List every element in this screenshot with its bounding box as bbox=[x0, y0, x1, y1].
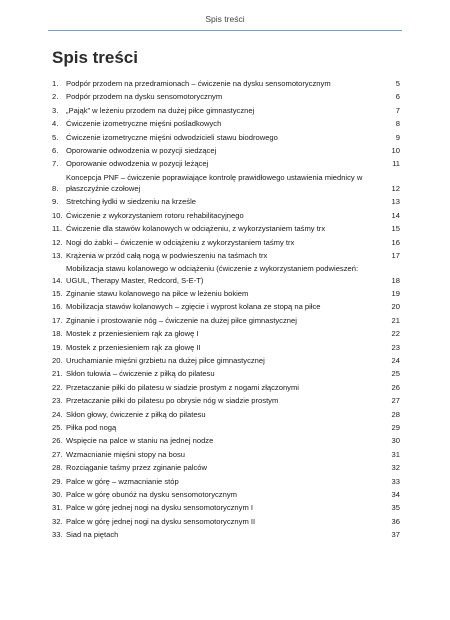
toc-entry-page-number: 21 bbox=[391, 315, 400, 325]
toc-entry-page-number: 16 bbox=[391, 237, 400, 247]
toc-entry-title: Wzmacnianie mięśni stopy na bosu bbox=[66, 449, 186, 459]
toc-entry-number: 22. bbox=[52, 382, 63, 392]
toc-entry[interactable] bbox=[52, 382, 400, 393]
toc-entry-page-number: 23 bbox=[391, 342, 400, 352]
toc-entry-title: Siad na piętach bbox=[66, 530, 119, 540]
toc-entry-title: Wspięcie na palce w staniu na jednej nodze bbox=[66, 436, 214, 446]
toc-entry-number: 21. bbox=[52, 369, 63, 379]
toc-entry-page-number: 17 bbox=[391, 250, 400, 260]
toc-entry-number: 23. bbox=[52, 396, 63, 406]
page-title: Spis treści bbox=[52, 48, 138, 67]
toc-entry[interactable] bbox=[52, 263, 400, 286]
toc-entry-title: Ćwiczenie z wykorzystaniem rotoru rehabilitacyjnego bbox=[66, 210, 244, 220]
toc-entry-number: 12. bbox=[52, 237, 63, 247]
toc-entry-number: 16. bbox=[52, 302, 63, 312]
toc-entry-title: Krążenia w przód całą nogą w podwieszeniu na taśmach trx bbox=[66, 250, 268, 260]
toc-entry-page-number: 28 bbox=[391, 409, 400, 419]
toc-entry-page-number: 22 bbox=[391, 329, 400, 339]
toc-entry-title: Przetaczanie piłki do pilatesu po obrysie nóg w siadzie prostym bbox=[66, 396, 279, 406]
toc-entry-number: 27. bbox=[52, 449, 63, 459]
toc-entry-page-number: 5 bbox=[395, 79, 400, 88]
toc-entry-number: 18. bbox=[52, 329, 63, 339]
running-header: Spis treści bbox=[205, 14, 245, 24]
toc-entry-title: Oporowanie odwodzenia w pozycji leżącej bbox=[66, 159, 209, 169]
toc-entry[interactable] bbox=[52, 288, 400, 299]
toc-entry-page-number: 20 bbox=[391, 302, 400, 312]
toc-entry-number: 2. bbox=[52, 92, 59, 102]
toc-entry[interactable] bbox=[52, 355, 400, 366]
toc-entry-page-number: 13 bbox=[391, 197, 400, 207]
toc-entry-number: 26. bbox=[52, 436, 63, 446]
toc-entry-page-number: 15 bbox=[391, 224, 400, 234]
toc-entry[interactable] bbox=[52, 489, 400, 500]
toc-entry-number: 15. bbox=[52, 289, 63, 299]
toc-entry-title: Mostek z przeniesieniem rąk za głowę II bbox=[66, 342, 201, 352]
toc-entry[interactable] bbox=[52, 449, 400, 460]
toc-entry[interactable] bbox=[52, 237, 400, 248]
toc-entry[interactable] bbox=[52, 158, 400, 169]
toc-entry-number: 19. bbox=[52, 342, 63, 352]
toc-entry-title: Nogi do żabki – ćwiczenie w odciążeniu z wykorzystaniem taśmy trx bbox=[66, 237, 295, 247]
toc-entry-title: Piłka pod nogą bbox=[66, 422, 117, 432]
header-rule bbox=[48, 30, 402, 31]
toc-entry[interactable] bbox=[52, 223, 400, 234]
toc-entry-title: Zginanie stawu kolanowego na piłce w leżeniu bokiem bbox=[66, 289, 249, 299]
toc-entry-page-number: 7 bbox=[395, 105, 400, 115]
toc-entry-page-number: 36 bbox=[391, 516, 400, 526]
toc-entry[interactable] bbox=[52, 91, 400, 102]
toc-entry[interactable] bbox=[52, 409, 400, 420]
toc-entry-page-number: 29 bbox=[391, 422, 400, 432]
toc-entry-title: Oporowanie odwodzenia w pozycji siedzącej bbox=[66, 145, 217, 155]
toc-entry-number: 7. bbox=[52, 159, 59, 169]
toc-entry-title: Skłon głowy, ćwiczenie z piłką do pilatesu bbox=[66, 409, 206, 419]
toc-entry-page-number: 10 bbox=[391, 145, 400, 155]
toc-entry-number: 30. bbox=[52, 489, 63, 499]
toc-entry-title: Mobilizacja stawów kolanowych – zgięcie i wyprost kolana ze stopą na piłce bbox=[66, 302, 321, 312]
toc-entry-page-number: 30 bbox=[391, 436, 400, 446]
toc-entry[interactable] bbox=[52, 145, 400, 156]
toc-entry-page-number: 11 bbox=[392, 159, 400, 169]
toc-entry[interactable] bbox=[52, 422, 400, 433]
toc-entry-number: 14. bbox=[52, 275, 63, 285]
toc-entry-number: 17. bbox=[52, 315, 63, 325]
toc-entry[interactable] bbox=[52, 476, 400, 487]
toc-entry-page-number: 26 bbox=[391, 382, 400, 392]
toc-entry[interactable] bbox=[52, 118, 400, 129]
toc-entry-title: Palce w górę jednej nogi na dysku sensomotorycznym II bbox=[66, 516, 256, 526]
toc-entry-number: 33. bbox=[52, 530, 63, 540]
toc-entry[interactable] bbox=[52, 315, 400, 326]
toc-entry-title: Uruchamianie mięśni grzbietu na dużej piłce gimnastycznej bbox=[66, 356, 265, 366]
toc-entry-number: 11. bbox=[52, 224, 62, 234]
toc-entry-number: 32. bbox=[52, 516, 63, 526]
toc-entry-number: 3. bbox=[52, 105, 59, 115]
toc-entry[interactable] bbox=[52, 301, 400, 312]
toc-entry-title: Podpór przodem na dysku sensomotorycznym bbox=[66, 92, 223, 102]
toc-entry-page-number: 8 bbox=[395, 119, 400, 129]
toc-entry[interactable] bbox=[52, 132, 400, 143]
toc-entry-title: Mostek z przeniesieniem rąk za głowę I bbox=[66, 329, 199, 339]
toc-entry-number: 8. bbox=[52, 184, 59, 194]
toc-entry-title: Palce w górę – wzmacnianie stóp bbox=[66, 476, 179, 486]
toc-entry[interactable] bbox=[52, 78, 400, 89]
toc-entry-title: Koncepcja PNF – ćwiczenie poprawiające kontrolę prawidłowego ustawienia miednicy w płaszczyźnie czołowej bbox=[66, 172, 363, 194]
toc-entry-number: 6. bbox=[52, 145, 59, 155]
toc-entry-page-number: 12 bbox=[391, 184, 400, 194]
toc-entry-number: 24. bbox=[52, 409, 63, 419]
toc-entry[interactable] bbox=[52, 250, 400, 261]
toc-entry-page-number: 19 bbox=[391, 289, 400, 299]
toc-entry[interactable] bbox=[52, 105, 400, 116]
toc-entry-page-number: 35 bbox=[391, 503, 400, 513]
toc-entry-title: Ćwiczenie dla stawów kolanowych w odciążeniu, z wykorzystaniem taśmy trx bbox=[66, 224, 326, 234]
toc-entry-number: 9. bbox=[52, 197, 59, 207]
toc-entry-page-number: 6 bbox=[395, 92, 400, 102]
toc-entry-page-number: 37 bbox=[391, 530, 400, 540]
toc-entry-number: 10. bbox=[52, 210, 63, 220]
toc-entry[interactable] bbox=[52, 529, 400, 540]
toc-entry-title: Palce w górę obunóż na dysku sensomotorycznym bbox=[66, 489, 237, 499]
toc-entry[interactable] bbox=[52, 368, 400, 379]
toc-entry-page-number: 25 bbox=[391, 369, 400, 379]
toc-entry[interactable] bbox=[52, 328, 400, 339]
toc-entry-page-number: 34 bbox=[391, 489, 400, 499]
toc-entry-title: Skłon tułowia – ćwiczenie z piłką do pilatesu bbox=[66, 369, 215, 379]
toc-entry-number: 29. bbox=[52, 476, 63, 486]
toc-entry-title: Palce w górę jednej nogi na dysku sensomotorycznym I bbox=[66, 503, 253, 513]
toc-entry[interactable] bbox=[52, 196, 400, 207]
toc-entry-page-number: 14 bbox=[391, 210, 400, 220]
toc-entry-number: 28. bbox=[52, 463, 63, 473]
toc-entry-page-number: 24 bbox=[391, 356, 400, 366]
toc-entry[interactable] bbox=[52, 435, 400, 446]
table-of-contents bbox=[52, 78, 400, 542]
toc-entry-title: Stretching łydki w siedzeniu na krześle bbox=[66, 197, 196, 207]
toc-entry[interactable] bbox=[52, 172, 400, 195]
toc-entry-number: 1. bbox=[52, 79, 59, 88]
toc-entry[interactable] bbox=[52, 395, 400, 406]
toc-entry-page-number: 18 bbox=[391, 275, 400, 285]
toc-entry-page-number: 27 bbox=[391, 396, 400, 406]
toc-entry-page-number: 9 bbox=[395, 132, 400, 142]
toc-entry-page-number: 33 bbox=[391, 476, 400, 486]
toc-entry-title: Podpór przodem na przedramionach – ćwiczenie na dysku sensomotorycznym bbox=[66, 79, 331, 88]
toc-entry[interactable] bbox=[52, 210, 400, 221]
toc-entry-number: 4. bbox=[52, 119, 59, 129]
toc-entry-number: 5. bbox=[52, 132, 59, 142]
toc-entry-number: 31. bbox=[52, 503, 63, 513]
toc-entry-title: Mobilizacja stawu kolanowego w odciążeniu (ćwiczenie z wykorzystaniem podwieszeń: UGUL, Therapy Master, Redcord, S-E-T) bbox=[66, 264, 359, 285]
toc-entry-title: Ćwiczenie izometryczne mięśni odwodzicieli stawu biodrowego bbox=[66, 132, 278, 142]
toc-entry-title: „Pająk” w leżeniu przodem na dużej piłce gimnastycznej bbox=[66, 105, 255, 115]
toc-entry-title: Zginanie i prostowanie nóg – ćwiczenie na dużej piłce gimnastycznej bbox=[66, 315, 297, 325]
toc-entry-number: 25. bbox=[52, 422, 63, 432]
toc-entry[interactable] bbox=[52, 516, 400, 527]
toc-entry-title: Ćwiczenie izometryczne mięśni pośladkowych bbox=[66, 119, 222, 129]
toc-entry-title: Rozciąganie taśmy przez zginanie palców bbox=[66, 463, 207, 473]
toc-entry-title: Przetaczanie piłki do pilatesu w siadzie prostym z nogami złączonymi bbox=[66, 382, 299, 392]
toc-entry[interactable] bbox=[52, 462, 400, 473]
toc-entry-page-number: 31 bbox=[391, 449, 400, 459]
toc-entry[interactable] bbox=[52, 342, 400, 353]
toc-entry[interactable] bbox=[52, 502, 400, 513]
toc-entry-page-number: 32 bbox=[391, 463, 400, 473]
toc-entry-number: 13. bbox=[52, 250, 63, 260]
toc-entry-number: 20. bbox=[52, 356, 63, 366]
